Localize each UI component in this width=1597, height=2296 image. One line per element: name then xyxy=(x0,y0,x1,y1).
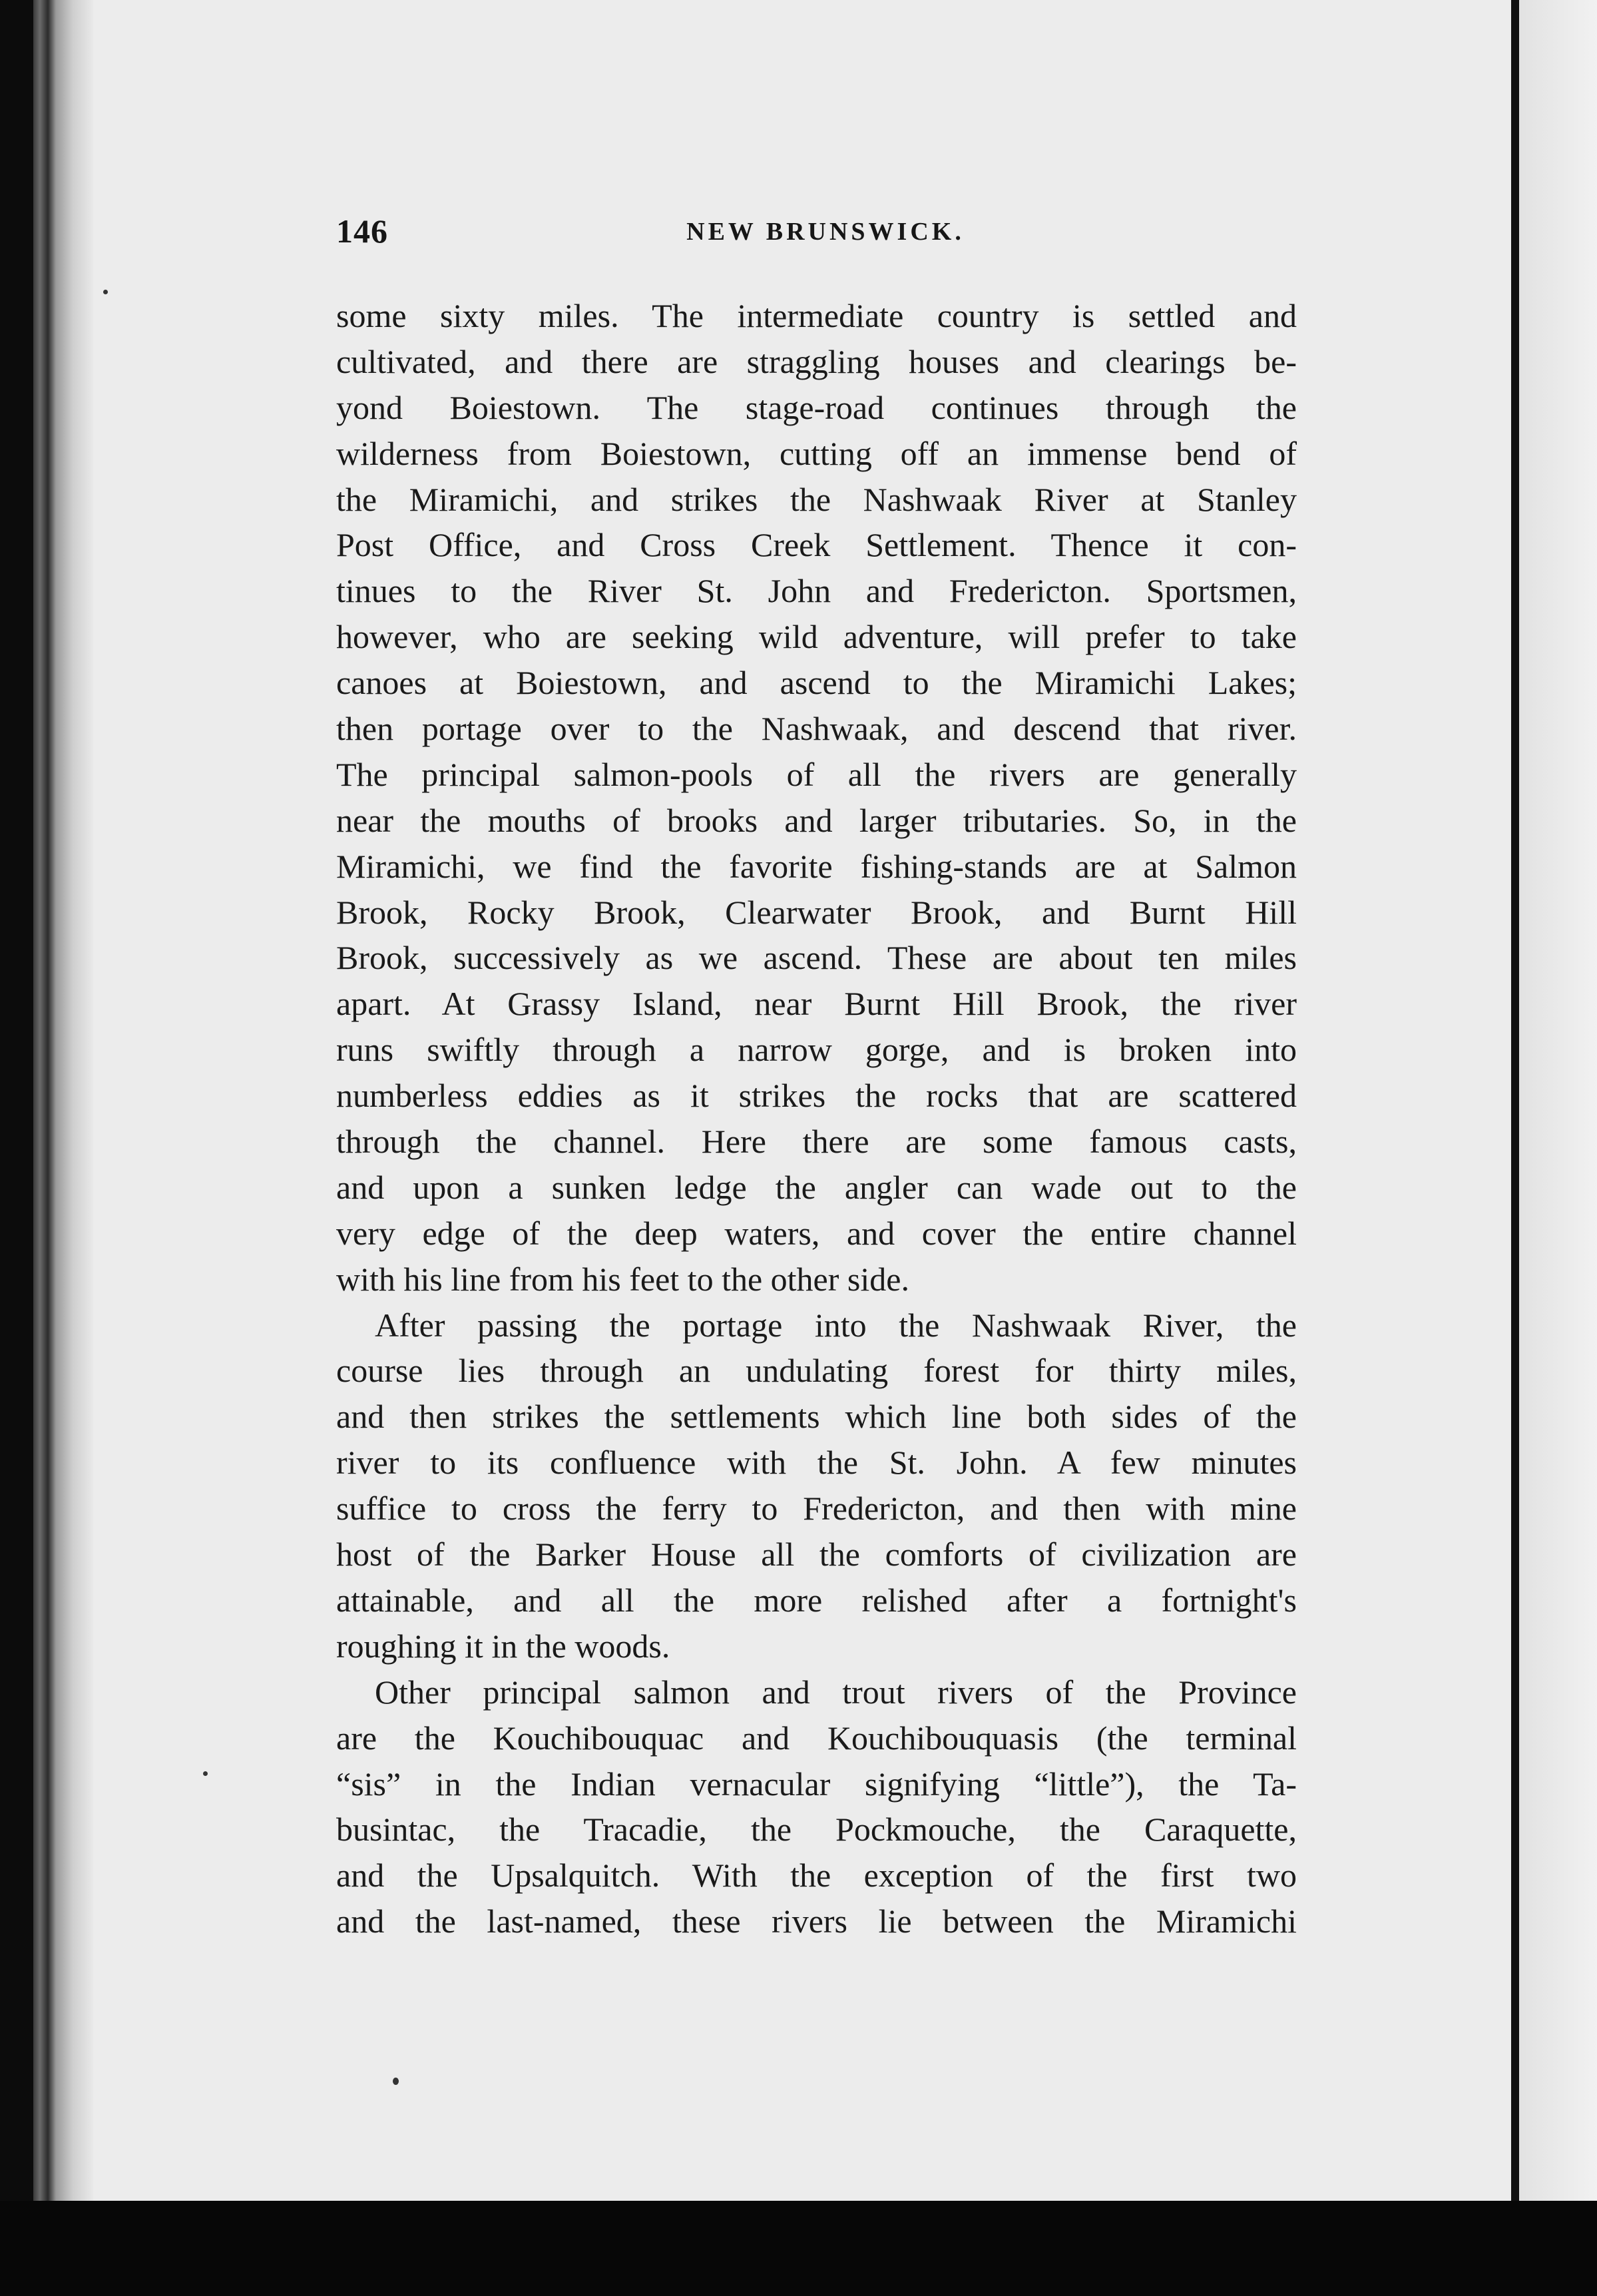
text-line: “sis” in the Indian vernacular signifying “little”), the Ta- xyxy=(336,1765,1297,1803)
text-line: and the Upsalquitch. With the exception of the first two xyxy=(336,1857,1297,1894)
text-line: river to its confluence with the St. John. A few minutes xyxy=(336,1444,1297,1482)
text-line: Brook, successively as we ascend. These are about ten miles xyxy=(336,939,1297,977)
text-line: numberless eddies as it strikes the rocks that are scattered xyxy=(336,1077,1297,1115)
binding-gutter xyxy=(33,0,93,2201)
text-line: wilderness from Boiestown, cutting off an immense bend of xyxy=(336,434,1297,472)
text-line: Post Office, and Cross Creek Settlement. Thence it con- xyxy=(336,526,1297,564)
page-edge xyxy=(1511,0,1519,2201)
text-line: the Miramichi, and strikes the Nashwaak River at Stanley xyxy=(336,480,1297,518)
speck xyxy=(103,290,108,294)
text-line: attainable, and all the more relished after a fortnight's xyxy=(336,1581,1297,1619)
text-line: with his line from his feet to the other side. xyxy=(336,1260,909,1298)
text-line: roughing it in the woods. xyxy=(336,1627,670,1665)
text-line: and the last-named, these rivers lie between the Miramichi xyxy=(336,1902,1297,1940)
text-line: and upon a sunken ledge the angler can wade out to the xyxy=(336,1168,1297,1206)
text-line: busintac, the Tracadie, the Pockmouche, the Caraquette, xyxy=(336,1811,1297,1849)
text-line: suffice to cross the ferry to Fredericton, and then with mine xyxy=(336,1490,1297,1528)
text-line: After passing the portage into the Nashwaak River, the xyxy=(375,1306,1297,1344)
speck xyxy=(203,1771,208,1776)
text-line: near the mouths of brooks and larger tributaries. So, in the xyxy=(336,801,1297,839)
text-line: yond Boiestown. The stage-road continues through the xyxy=(336,388,1297,426)
text-line: very edge of the deep waters, and cover the entire channel xyxy=(336,1214,1297,1252)
text-line: and then strikes the settlements which line both sides of the xyxy=(336,1398,1297,1436)
text-line: tinues to the River St. John and Fredericton. Sportsmen, xyxy=(336,572,1297,610)
running-head: NEW BRUNSWICK. xyxy=(686,218,965,246)
text-line: cultivated, and there are straggling houses and clearings be- xyxy=(336,342,1297,380)
page-header xyxy=(336,212,1315,258)
text-line: runs swiftly through a narrow gorge, and is broken into xyxy=(336,1031,1297,1069)
scan-border xyxy=(0,2201,1597,2296)
text-line: apart. At Grassy Island, near Burnt Hill Brook, the river xyxy=(336,985,1297,1023)
body-text xyxy=(336,293,1297,1944)
facing-page-edge xyxy=(1519,0,1597,2201)
text-line: Brook, Rocky Brook, Clearwater Brook, and Burnt Hill xyxy=(336,893,1297,931)
text-line: Other principal salmon and trout rivers of the Province xyxy=(375,1673,1297,1711)
text-line: are the Kouchibouquac and Kouchibouquasis (the terminal xyxy=(336,1719,1297,1757)
page-number: 146 xyxy=(336,212,388,250)
text-line: then portage over to the Nashwaak, and descend that river. xyxy=(336,710,1297,748)
text-line: canoes at Boiestown, and ascend to the Miramichi Lakes; xyxy=(336,664,1297,702)
text-line: however, who are seeking wild adventure, will prefer to take xyxy=(336,618,1297,656)
text-line: course lies through an undulating forest for thirty miles, xyxy=(336,1352,1297,1390)
speck xyxy=(393,2078,399,2085)
text-line: some sixty miles. The intermediate country is settled and xyxy=(336,297,1297,334)
text-line: Miramichi, we find the favorite fishing-stands are at Salmon xyxy=(336,847,1297,885)
text-line: host of the Barker House all the comforts of civilization are xyxy=(336,1536,1297,1574)
text-line: through the channel. Here there are some famous casts, xyxy=(336,1123,1297,1161)
text-line: The principal salmon-pools of all the rivers are generally xyxy=(336,755,1297,793)
